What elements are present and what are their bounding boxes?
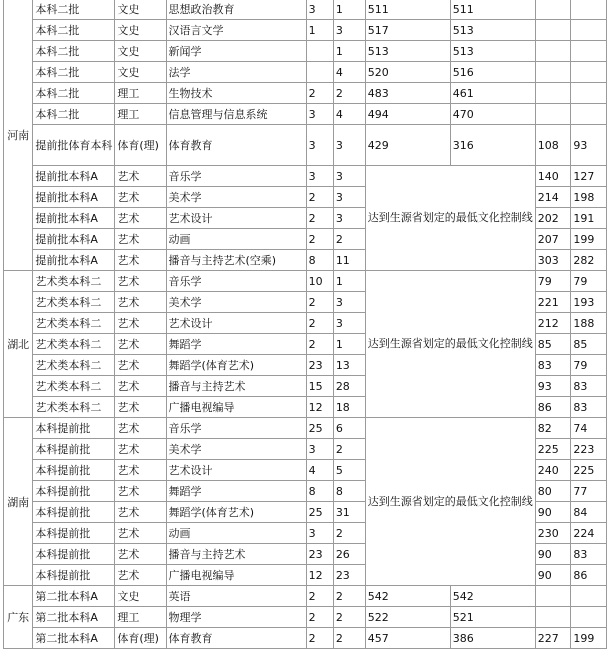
table-row	[4, 41, 607, 62]
category-cell: 艺术	[115, 208, 166, 229]
plan-count-cell: 2	[306, 292, 333, 313]
major-max-cell	[535, 607, 571, 628]
major-cell: 体育教育	[166, 628, 306, 649]
category-cell: 理工	[115, 83, 166, 104]
enrolled-count-cell: 3	[333, 125, 365, 166]
enrolled-count-cell: 3	[333, 292, 365, 313]
major-min-cell: 83	[571, 376, 607, 397]
major-max-cell	[535, 104, 571, 125]
enrolled-count-cell: 23	[333, 565, 365, 586]
major-max-cell: 202	[535, 208, 571, 229]
major-min-cell: 83	[571, 544, 607, 565]
batch-cell: 艺术类本科二	[33, 334, 115, 355]
table-row	[4, 418, 607, 439]
major-cell: 舞蹈学	[166, 334, 306, 355]
batch-cell: 本科提前批	[33, 523, 115, 544]
major-cell: 物理学	[166, 607, 306, 628]
major-cell: 美术学	[166, 439, 306, 460]
enrolled-count-cell: 2	[333, 586, 365, 607]
major-min-cell: 199	[571, 628, 607, 649]
admission-score-table	[3, 0, 607, 649]
enrolled-count-cell: 4	[333, 62, 365, 83]
category-cell: 艺术	[115, 334, 166, 355]
major-max-cell: 90	[535, 544, 571, 565]
category-cell: 文史	[115, 62, 166, 83]
major-cell: 思想政治教育	[166, 0, 306, 20]
major-max-cell	[535, 0, 571, 20]
batch-cell: 提前批体育本科	[33, 125, 115, 166]
major-min-cell: 198	[571, 187, 607, 208]
batch-cell: 本科二批	[33, 20, 115, 41]
category-cell: 艺术	[115, 523, 166, 544]
major-min-cell	[571, 62, 607, 83]
table-row	[4, 0, 607, 20]
batch-cell: 艺术类本科二	[33, 292, 115, 313]
enrolled-count-cell: 3	[333, 313, 365, 334]
culture-max-cell: 522	[365, 607, 450, 628]
plan-count-cell: 3	[306, 439, 333, 460]
culture-min-cell: 316	[450, 125, 535, 166]
plan-count-cell: 8	[306, 250, 333, 271]
plan-count-cell: 2	[306, 187, 333, 208]
major-max-cell: 86	[535, 397, 571, 418]
culture-min-cell: 511	[450, 0, 535, 20]
table-body	[4, 0, 607, 649]
major-cell: 播音与主持艺术(空乘)	[166, 250, 306, 271]
major-max-cell	[535, 20, 571, 41]
major-min-cell: 282	[571, 250, 607, 271]
batch-cell: 本科提前批	[33, 481, 115, 502]
batch-cell: 本科提前批	[33, 565, 115, 586]
category-cell: 艺术	[115, 544, 166, 565]
enrolled-count-cell: 6	[333, 418, 365, 439]
major-min-cell	[571, 104, 607, 125]
category-cell: 理工	[115, 607, 166, 628]
enrolled-count-cell: 28	[333, 376, 365, 397]
major-max-cell: 108	[535, 125, 571, 166]
province-cell: 河南	[4, 0, 33, 271]
category-cell: 艺术	[115, 439, 166, 460]
enrolled-count-cell: 3	[333, 166, 365, 187]
major-min-cell: 191	[571, 208, 607, 229]
culture-score-note: 达到生源省划定的最低文化控制线	[365, 271, 535, 418]
table-row	[4, 20, 607, 41]
major-cell: 音乐学	[166, 271, 306, 292]
plan-count-cell: 25	[306, 502, 333, 523]
major-min-cell: 86	[571, 565, 607, 586]
major-max-cell: 79	[535, 271, 571, 292]
batch-cell: 本科提前批	[33, 544, 115, 565]
major-min-cell: 84	[571, 502, 607, 523]
major-max-cell: 225	[535, 439, 571, 460]
plan-count-cell: 3	[306, 104, 333, 125]
batch-cell: 艺术类本科二	[33, 355, 115, 376]
major-min-cell: 199	[571, 229, 607, 250]
enrolled-count-cell: 2	[333, 628, 365, 649]
plan-count-cell: 23	[306, 355, 333, 376]
major-max-cell: 303	[535, 250, 571, 271]
culture-max-cell: 513	[365, 41, 450, 62]
batch-cell: 提前批本科A	[33, 229, 115, 250]
culture-max-cell: 511	[365, 0, 450, 20]
category-cell: 文史	[115, 586, 166, 607]
table-row	[4, 166, 607, 187]
enrolled-count-cell: 31	[333, 502, 365, 523]
category-cell: 艺术	[115, 460, 166, 481]
category-cell: 文史	[115, 41, 166, 62]
major-cell: 英语	[166, 586, 306, 607]
plan-count-cell: 23	[306, 544, 333, 565]
enrolled-count-cell: 4	[333, 104, 365, 125]
enrolled-count-cell: 8	[333, 481, 365, 502]
culture-max-cell: 457	[365, 628, 450, 649]
province-cell: 广东	[4, 586, 33, 649]
plan-count-cell: 15	[306, 376, 333, 397]
enrolled-count-cell: 1	[333, 334, 365, 355]
major-max-cell: 90	[535, 502, 571, 523]
plan-count-cell: 3	[306, 0, 333, 20]
major-cell: 音乐学	[166, 166, 306, 187]
major-max-cell: 140	[535, 166, 571, 187]
culture-min-cell: 516	[450, 62, 535, 83]
table-row	[4, 607, 607, 628]
culture-score-note: 达到生源省划定的最低文化控制线	[365, 166, 535, 271]
enrolled-count-cell: 13	[333, 355, 365, 376]
batch-cell: 本科提前批	[33, 460, 115, 481]
major-cell: 舞蹈学	[166, 481, 306, 502]
enrolled-count-cell: 3	[333, 208, 365, 229]
enrolled-count-cell: 18	[333, 397, 365, 418]
category-cell: 艺术	[115, 187, 166, 208]
major-min-cell: 127	[571, 166, 607, 187]
major-min-cell: 83	[571, 397, 607, 418]
major-cell: 体育教育	[166, 125, 306, 166]
enrolled-count-cell: 1	[333, 41, 365, 62]
major-cell: 新闻学	[166, 41, 306, 62]
culture-max-cell: 517	[365, 20, 450, 41]
major-max-cell: 80	[535, 481, 571, 502]
batch-cell: 本科二批	[33, 62, 115, 83]
batch-cell: 艺术类本科二	[33, 313, 115, 334]
category-cell: 艺术	[115, 418, 166, 439]
major-cell: 艺术设计	[166, 460, 306, 481]
major-min-cell: 79	[571, 355, 607, 376]
table-row	[4, 271, 607, 292]
major-min-cell: 188	[571, 313, 607, 334]
major-cell: 动画	[166, 523, 306, 544]
culture-min-cell: 521	[450, 607, 535, 628]
major-min-cell: 79	[571, 271, 607, 292]
province-cell: 湖北	[4, 271, 33, 418]
batch-cell: 提前批本科A	[33, 187, 115, 208]
culture-min-cell: 470	[450, 104, 535, 125]
table-row	[4, 104, 607, 125]
major-cell: 艺术设计	[166, 313, 306, 334]
enrolled-count-cell: 1	[333, 271, 365, 292]
major-min-cell	[571, 83, 607, 104]
plan-count-cell: 25	[306, 418, 333, 439]
enrolled-count-cell: 26	[333, 544, 365, 565]
enrolled-count-cell: 2	[333, 83, 365, 104]
major-cell: 播音与主持艺术	[166, 544, 306, 565]
enrolled-count-cell: 3	[333, 187, 365, 208]
culture-max-cell: 483	[365, 83, 450, 104]
category-cell: 艺术	[115, 502, 166, 523]
major-min-cell: 225	[571, 460, 607, 481]
category-cell: 理工	[115, 104, 166, 125]
major-cell: 汉语言文学	[166, 20, 306, 41]
plan-count-cell: 3	[306, 523, 333, 544]
category-cell: 文史	[115, 20, 166, 41]
culture-min-cell: 542	[450, 586, 535, 607]
batch-cell: 本科二批	[33, 0, 115, 20]
plan-count-cell: 3	[306, 166, 333, 187]
major-max-cell	[535, 41, 571, 62]
plan-count-cell: 12	[306, 565, 333, 586]
plan-count-cell: 3	[306, 125, 333, 166]
category-cell: 艺术	[115, 229, 166, 250]
major-min-cell: 224	[571, 523, 607, 544]
plan-count-cell: 10	[306, 271, 333, 292]
batch-cell: 第二批本科A	[33, 586, 115, 607]
culture-min-cell: 513	[450, 20, 535, 41]
category-cell: 艺术	[115, 565, 166, 586]
major-max-cell: 240	[535, 460, 571, 481]
culture-min-cell: 513	[450, 41, 535, 62]
category-cell: 体育(理)	[115, 125, 166, 166]
category-cell: 艺术	[115, 376, 166, 397]
major-cell: 舞蹈学(体育艺术)	[166, 355, 306, 376]
batch-cell: 本科提前批	[33, 418, 115, 439]
plan-count-cell: 2	[306, 83, 333, 104]
major-min-cell: 74	[571, 418, 607, 439]
culture-score-note: 达到生源省划定的最低文化控制线	[365, 418, 535, 586]
batch-cell: 艺术类本科二	[33, 271, 115, 292]
category-cell: 艺术	[115, 355, 166, 376]
major-cell: 音乐学	[166, 418, 306, 439]
batch-cell: 艺术类本科二	[33, 376, 115, 397]
plan-count-cell: 2	[306, 313, 333, 334]
major-cell: 生物技术	[166, 83, 306, 104]
plan-count-cell: 8	[306, 481, 333, 502]
major-max-cell: 93	[535, 376, 571, 397]
major-cell: 广播电视编导	[166, 565, 306, 586]
major-min-cell: 193	[571, 292, 607, 313]
major-max-cell: 214	[535, 187, 571, 208]
category-cell: 艺术	[115, 313, 166, 334]
major-max-cell: 212	[535, 313, 571, 334]
plan-count-cell: 2	[306, 607, 333, 628]
major-min-cell	[571, 0, 607, 20]
batch-cell: 提前批本科A	[33, 208, 115, 229]
batch-cell: 第二批本科A	[33, 607, 115, 628]
enrolled-count-cell: 2	[333, 439, 365, 460]
major-min-cell: 77	[571, 481, 607, 502]
batch-cell: 本科二批	[33, 104, 115, 125]
enrolled-count-cell: 2	[333, 229, 365, 250]
culture-max-cell: 542	[365, 586, 450, 607]
batch-cell: 本科二批	[33, 41, 115, 62]
plan-count-cell	[306, 62, 333, 83]
culture-min-cell: 386	[450, 628, 535, 649]
major-cell: 动画	[166, 229, 306, 250]
major-cell: 美术学	[166, 187, 306, 208]
plan-count-cell	[306, 41, 333, 62]
plan-count-cell: 2	[306, 229, 333, 250]
major-min-cell	[571, 20, 607, 41]
major-cell: 信息管理与信息系统	[166, 104, 306, 125]
major-min-cell	[571, 607, 607, 628]
enrolled-count-cell: 2	[333, 607, 365, 628]
major-min-cell	[571, 41, 607, 62]
major-max-cell	[535, 62, 571, 83]
category-cell: 艺术	[115, 481, 166, 502]
major-min-cell: 223	[571, 439, 607, 460]
major-max-cell: 227	[535, 628, 571, 649]
category-cell: 艺术	[115, 271, 166, 292]
major-cell: 艺术设计	[166, 208, 306, 229]
enrolled-count-cell: 3	[333, 20, 365, 41]
enrolled-count-cell: 11	[333, 250, 365, 271]
batch-cell: 艺术类本科二	[33, 397, 115, 418]
culture-max-cell: 520	[365, 62, 450, 83]
major-max-cell: 90	[535, 565, 571, 586]
major-max-cell: 221	[535, 292, 571, 313]
province-cell: 湖南	[4, 418, 33, 586]
batch-cell: 提前批本科A	[33, 166, 115, 187]
major-cell: 舞蹈学(体育艺术)	[166, 502, 306, 523]
major-cell: 法学	[166, 62, 306, 83]
culture-max-cell: 429	[365, 125, 450, 166]
major-max-cell: 230	[535, 523, 571, 544]
plan-count-cell: 2	[306, 586, 333, 607]
major-cell: 美术学	[166, 292, 306, 313]
batch-cell: 本科提前批	[33, 439, 115, 460]
category-cell: 艺术	[115, 292, 166, 313]
category-cell: 艺术	[115, 397, 166, 418]
major-max-cell: 207	[535, 229, 571, 250]
culture-max-cell: 494	[365, 104, 450, 125]
table-row	[4, 83, 607, 104]
table-row	[4, 125, 607, 166]
enrolled-count-cell: 1	[333, 0, 365, 20]
major-cell: 广播电视编导	[166, 397, 306, 418]
major-max-cell: 85	[535, 334, 571, 355]
category-cell: 艺术	[115, 166, 166, 187]
category-cell: 艺术	[115, 250, 166, 271]
plan-count-cell: 2	[306, 628, 333, 649]
batch-cell: 提前批本科A	[33, 250, 115, 271]
culture-min-cell: 461	[450, 83, 535, 104]
category-cell: 体育(理)	[115, 628, 166, 649]
category-cell: 文史	[115, 0, 166, 20]
batch-cell: 本科二批	[33, 83, 115, 104]
major-max-cell: 83	[535, 355, 571, 376]
table-row	[4, 586, 607, 607]
plan-count-cell: 4	[306, 460, 333, 481]
batch-cell: 本科提前批	[33, 502, 115, 523]
plan-count-cell: 12	[306, 397, 333, 418]
major-max-cell	[535, 586, 571, 607]
enrolled-count-cell: 2	[333, 523, 365, 544]
major-min-cell: 85	[571, 334, 607, 355]
plan-count-cell: 1	[306, 20, 333, 41]
major-max-cell	[535, 83, 571, 104]
table-row	[4, 628, 607, 649]
major-min-cell	[571, 586, 607, 607]
major-cell: 播音与主持艺术	[166, 376, 306, 397]
batch-cell: 第二批本科A	[33, 628, 115, 649]
table-row	[4, 62, 607, 83]
major-min-cell: 93	[571, 125, 607, 166]
plan-count-cell: 2	[306, 208, 333, 229]
plan-count-cell: 2	[306, 334, 333, 355]
major-max-cell: 82	[535, 418, 571, 439]
enrolled-count-cell: 5	[333, 460, 365, 481]
